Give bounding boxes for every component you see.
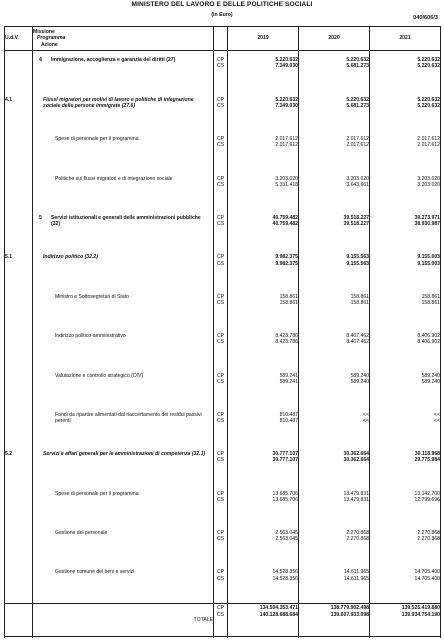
cp-value: 589.240 [350,372,369,379]
value-cell [370,51,441,91]
cs-value: 8.423.786 [275,339,298,346]
value-cell [299,51,370,91]
value-cell [228,367,299,406]
cs-value: 2.017.612 [275,142,298,149]
value-cell [228,288,299,327]
total-label: TOTALE [33,604,214,637]
cp-value: 810.487 [279,411,298,418]
cp-value: 2.270.868 [346,530,369,537]
table-row [5,248,441,287]
cp-value: 5.220.632 [346,57,369,63]
total-cs-value: 139.607.933.098 [330,611,369,618]
cp-value: 14.528.356 [272,569,298,576]
cp-cs-codes [214,209,228,248]
value-cell [370,327,441,366]
total-cp-value: 139.525.419.880 [401,605,440,612]
cp-value: << [434,411,440,418]
row-label: Indirizzo politico (32.2) [43,254,98,261]
cp-value: 9.982.375 [275,254,298,261]
row-label: Immigrazione, accoglienza e garanzia dei diritti (27) [51,57,176,63]
value-cell [299,288,370,327]
cs-value: 9.155.563 [346,260,369,267]
row-description-cell [33,485,214,524]
cp-code: CP [216,57,225,63]
value-cell [228,209,299,248]
value-cell [370,485,441,524]
cs-value: 14.528.356 [272,575,298,582]
row-label: Indirizzo politico-amministrativo [55,333,126,340]
blank-cell [214,637,228,638]
cs-code: CS [216,536,225,543]
table-row [5,524,441,563]
cp-cs-codes [214,406,228,445]
udv-code [5,130,33,169]
cp-code: CP [216,136,225,143]
cp-value: 2.017.612 [417,136,440,143]
cs-code: CS [216,63,225,70]
row-description [33,294,213,300]
cp-code: CP [216,215,225,222]
cs-value: 2.270.868 [417,536,440,543]
row-description [33,57,213,63]
table-row [5,170,441,209]
cs-code: CS [216,457,225,464]
table-body [5,51,441,639]
mission-number: 5 [39,215,42,222]
cs-value: 5.681.273 [346,63,369,70]
cs-value: 2.270.868 [346,536,369,543]
cp-value: 8.407.462 [346,333,369,340]
currency-unit: (in Euro) [211,12,233,18]
value-cell [370,406,441,445]
cp-value: 2.270.868 [417,530,440,537]
cp-value: 13.479.831 [343,490,369,497]
udv-header: U.d.V. [5,27,33,51]
cs-code: CS [216,103,225,110]
row-description-cell [33,248,214,287]
value-cell [370,524,441,563]
udv-code [5,51,33,91]
value-cell [299,563,370,603]
cs-code: CS [216,181,225,188]
total-value-cell [228,604,299,637]
value-cell [299,327,370,366]
value-cell [228,248,299,287]
row-description [33,333,213,339]
row-description-cell [33,170,214,209]
document-code: 040/606/3 [413,15,438,21]
cp-code: CP [216,96,225,103]
cp-value: 39.518.227 [343,215,369,222]
year-header-2021: 2021 [370,27,441,51]
row-description-cell [33,445,214,484]
row-description [33,451,213,457]
value-cell [228,51,299,91]
cs-code: CS [216,260,225,267]
total-cs-value: 140.128.688.684 [259,611,298,618]
cp-value: 5.220.632 [346,96,369,103]
cs-value: 5.681.273 [346,103,369,110]
row-description-cell [33,524,214,563]
cp-cs-codes [214,604,228,637]
blank-cell [370,637,441,638]
cp-value: 13.142.700 [414,490,440,497]
cp-cs-codes [214,327,228,366]
total-cp-value: 138.779.902.498 [330,605,369,612]
value-cell [299,524,370,563]
year-header-2020: 2020 [299,27,370,51]
total-row [5,604,441,637]
row-description [33,491,213,497]
cp-value: 158.861 [350,293,369,300]
cp-cs-codes [214,563,228,603]
cs-code: CS [216,378,225,385]
value-cell [299,445,370,484]
cs-value: 3.203.020 [417,181,440,188]
cs-value: 14.611.965 [343,575,369,582]
cs-value: 589.241 [279,378,298,385]
cs-value: 39.518.227 [343,221,369,228]
cp-code: CP [216,372,225,379]
cp-value: 5.220.632 [275,96,298,103]
row-description [33,569,213,575]
value-cell [299,485,370,524]
cp-code: CP [216,333,225,340]
cp-code: CP [216,605,225,612]
row-description-cell [33,367,214,406]
row-description-cell [33,563,214,603]
cs-code: CS [216,142,225,149]
cs-value: 589.240 [421,378,440,385]
total-cs-value: 139.934.754.190 [401,611,440,618]
cs-value: << [363,418,369,425]
udv-code: 5.1 [5,248,33,287]
cp-value: 5.220.632 [275,57,298,63]
programma-label: Programma [37,35,66,42]
value-cell [228,485,299,524]
ministry-title: MINISTERO DEL LAVORO E DELLE POLITICHE SOCIALI [131,1,313,8]
cs-value: 2.017.612 [346,142,369,149]
row-label: Spese di personale per il programma [55,490,139,497]
cp-cs-codes [214,130,228,169]
cp-code: CP [216,175,225,182]
row-label: Ministro e Sottosegretari di Stato [55,293,129,300]
mission-number: 4 [39,57,42,63]
cp-cs-codes [214,367,228,406]
cp-code: CP [216,411,225,418]
table-row [5,406,441,445]
cp-value: 2.017.612 [346,136,369,143]
row-description [33,412,213,424]
cs-value: 13.479.831 [343,496,369,503]
cp-value: 9.155.003 [417,254,440,261]
row-label: Gestione del personale [55,530,108,537]
cp-value: 5.220.632 [417,96,440,103]
code-header [214,27,228,51]
value-cell [370,445,441,484]
cp-cs-codes [214,445,228,484]
blank-filler-row [5,637,441,638]
table-row [5,485,441,524]
cp-code: CP [216,569,225,576]
value-cell [299,130,370,169]
blank-cell [299,637,370,638]
cp-value: 9.155.563 [346,254,369,261]
table-row [5,209,441,248]
cs-value: 13.685.706 [272,496,298,503]
row-description-cell [33,327,214,366]
udv-code [5,367,33,406]
value-cell [299,91,370,130]
value-cell [228,406,299,445]
row-description-cell [33,406,214,445]
cs-value: 29.775.984 [414,457,440,464]
cp-value: 14.705.400 [414,569,440,576]
row-label: Servizi e affari generali per le amministrazioni di competenza (32.3) [43,451,206,458]
cs-value: 8.406.902 [417,339,440,346]
cp-cs-codes [214,51,228,91]
udv-code: 5.2 [5,445,33,484]
cs-value: 30.362.664 [343,457,369,464]
udv-code [5,288,33,327]
blank-cell [5,637,33,638]
cp-value: 158.861 [421,293,440,300]
cs-value: 158.861 [421,299,440,306]
value-cell [299,248,370,287]
row-description-cell [33,91,214,130]
total-udv-cell [5,604,33,637]
cs-value: 5.331.418 [275,181,298,188]
cp-cs-codes [214,248,228,287]
cp-value: 3.203.020 [275,175,298,182]
cs-value: 589.240 [350,378,369,385]
table-row [5,130,441,169]
value-cell [228,563,299,603]
cp-cs-codes [214,91,228,130]
cs-code: CS [216,299,225,306]
row-description [33,97,213,109]
udv-code [5,406,33,445]
cp-value: 2.563.045 [275,530,298,537]
cs-value: 9.982.375 [275,260,298,267]
value-cell [370,367,441,406]
cp-code: CP [216,293,225,300]
value-cell [228,524,299,563]
cp-value: 40.759.482 [272,215,298,222]
cs-value: 7.349.030 [275,103,298,110]
cs-value: 40.759.482 [272,221,298,228]
missione-label: Missione [33,29,55,36]
total-value-cell [299,604,370,637]
cp-value: 5.220.632 [417,57,440,63]
udv-code: 4.1 [5,91,33,130]
row-label: Servizi istituzionali e generali delle amministrazioni pubbliche (32) [51,215,201,228]
cs-value: 2.017.612 [417,142,440,149]
cs-value: 3.643.661 [346,181,369,188]
value-cell [299,209,370,248]
cs-value: 12.799.696 [414,496,440,503]
cp-cs-codes [214,485,228,524]
udv-code [5,563,33,603]
cs-value: 5.220.632 [417,63,440,70]
cp-code: CP [216,254,225,261]
table-row [5,445,441,484]
row-label: Gestione comune dei beni e servizi [55,569,135,576]
value-cell [228,130,299,169]
year-header-2019: 2019 [228,27,299,51]
blank-cell [228,637,299,638]
cs-code: CS [216,496,225,503]
cp-value: 158.861 [279,293,298,300]
cs-value: 158.861 [350,299,369,306]
cp-value: 39.273.971 [414,215,440,222]
cp-code: CP [216,530,225,537]
row-label: Politiche sui flussi migratori e di integrazione sociale [55,175,173,182]
total-value-cell [370,604,441,637]
cs-code: CS [216,339,225,346]
table-row [5,51,441,91]
cp-value: << [363,411,369,418]
table-header-row [5,27,441,51]
cp-value: 2.017.612 [275,136,298,143]
udv-code [5,524,33,563]
value-cell [370,248,441,287]
cp-value: 14.611.965 [343,569,369,576]
udv-code [5,485,33,524]
cp-value: 30.777.107 [272,451,298,458]
value-cell [299,170,370,209]
value-cell [370,288,441,327]
value-cell [370,91,441,130]
table-row [5,288,441,327]
table-row [5,91,441,130]
row-description [33,254,213,260]
mission-header [33,27,214,51]
cs-code: CS [216,575,225,582]
value-cell [228,445,299,484]
cs-code: CS [216,611,225,618]
cs-code: CS [216,221,225,228]
blank-cell [33,637,214,638]
cp-cs-codes [214,524,228,563]
udv-code [5,209,33,248]
row-description-cell [33,288,214,327]
row-label: Spese di personale per il programma [55,136,139,143]
value-cell [299,406,370,445]
cp-value: 589.241 [279,372,298,379]
row-label: Valutazione e controllo strategico (OIV) [55,372,144,379]
table-row [5,327,441,366]
row-description [33,176,213,182]
udv-code [5,327,33,366]
row-description-cell [33,209,214,248]
cp-cs-codes [214,170,228,209]
cs-value: 5.220.632 [417,103,440,110]
cp-code: CP [216,490,225,497]
cp-value: 3.203.020 [417,175,440,182]
value-cell [228,91,299,130]
cp-value: 8.406.902 [417,333,440,340]
cs-code: CS [216,418,225,425]
cs-value: 14.705.400 [414,575,440,582]
cs-value: 2.563.045 [275,536,298,543]
table-row [5,367,441,406]
value-cell [228,170,299,209]
total-cp-value: 134.504.353.471 [259,605,298,612]
udv-code [5,170,33,209]
cs-value: 9.155.003 [417,260,440,267]
table-row [5,563,441,603]
row-description [33,373,213,379]
cs-value: 810.487 [279,418,298,425]
value-cell [370,170,441,209]
row-description-cell [33,51,214,91]
cs-value: 8.407.462 [346,339,369,346]
azione-label: Azione [41,41,58,48]
value-cell [370,209,441,248]
row-label: Flussi migratori per motivi di lavoro e politiche di integrazione sociale delle persone immigrate (27.6) [43,96,194,110]
cs-value: 7.349.030 [275,63,298,70]
cs-value: << [434,418,440,425]
cs-value: 158.861 [279,299,298,306]
cp-value: 589.240 [421,372,440,379]
cs-value: 38.930.987 [414,221,440,228]
value-cell [370,130,441,169]
budget-table [4,26,441,638]
cp-value: 8.423.786 [275,333,298,340]
row-description [33,136,213,142]
cs-value: 30.777.107 [272,457,298,464]
cp-value: 30.118.968 [414,451,440,458]
value-cell [299,367,370,406]
row-label: Fondi da ripartire alimentati dal riaccertamento dei residui passivi perenti [55,411,202,425]
cp-code: CP [216,451,225,458]
row-description [33,215,213,227]
cp-value: 3.203.020 [346,175,369,182]
cp-value: 13.685.706 [272,490,298,497]
value-cell [370,563,441,603]
value-cell [228,327,299,366]
row-description-cell [33,130,214,169]
row-description [33,530,213,536]
cp-cs-codes [214,288,228,327]
cp-value: 30.362.664 [343,451,369,458]
